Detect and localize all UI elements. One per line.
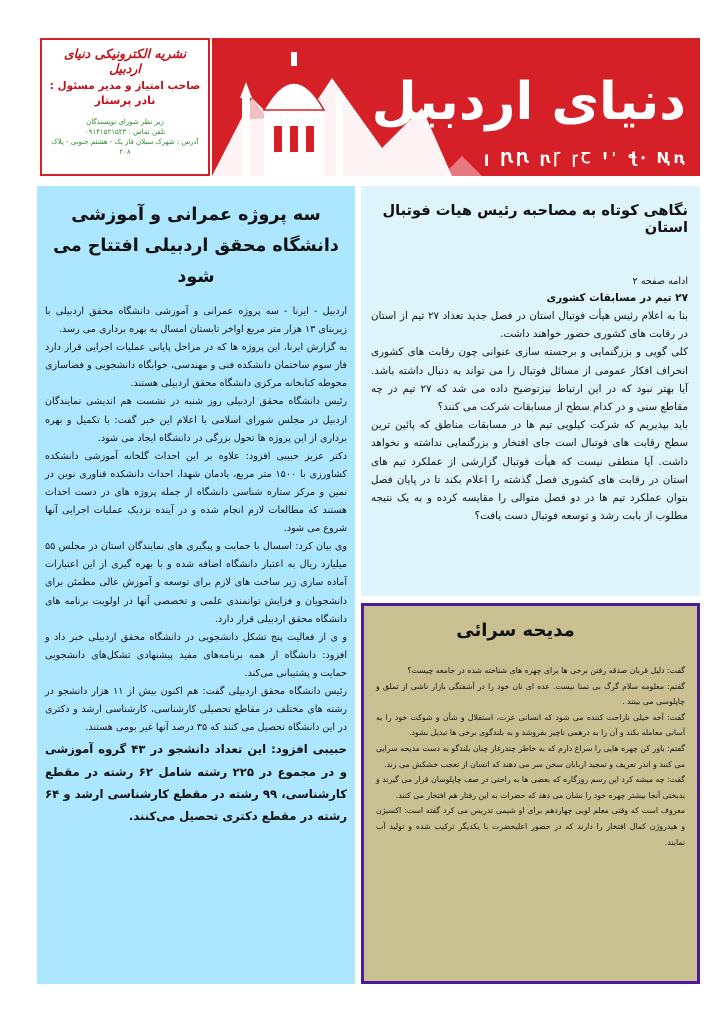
editorial-line: زیر نظر شورای نویسندگان	[86, 118, 164, 126]
university-article	[37, 186, 355, 984]
football-article	[361, 186, 700, 596]
dialogue-paragraph: گفت: دلیل قربان صدقه رفتن برخی ها برای چهره های شناخته شده در جامعه چیست؟	[407, 666, 685, 675]
article-paragraph: بنا به اعلام رئیس هیأت فوتبال استان در فصل جدید تعداد ۲۷ تیم از استان در رقابت های کشوری حضور خواهند داشت.	[371, 310, 688, 341]
banner-title: دنیای اردبیل	[371, 72, 686, 132]
article-paragraph: اردبیل - ایرنا - سه پروژه عمرانی و آموزشی دانشگاه محقق اردبیلی با زیربنای ۱۳ هزار متر مربع اواخر تابستان امسال به بهره برداری می رسد.	[45, 306, 347, 336]
satire-box-title: مدیحه سرائی	[456, 620, 575, 641]
article-paragraph: به گزارش ایرنا، این پروژه ها که در مراحل پایانی عملیات اجرایی قرار دارد فاز سوم ساختمان دانشکده فنی و مهندسی، خوابگاه دانشجویی و فضاسازی محوطه کتابخانه مرکزی دانشگاه محقق اردبیلی هستند.	[45, 342, 347, 390]
football-article-body	[371, 307, 688, 525]
university-article-body	[45, 303, 347, 828]
headline-line-2: دانشگاه محقق اردبیلی افتتاح می شود	[53, 236, 339, 287]
banner	[212, 38, 700, 176]
contact-info	[48, 117, 202, 157]
dialogue-paragraph: گفتم: معلومه سلام گرگ بی تمنا نیست. عده ای نان خود را در آشفتگی بازار ناشی از تملق و چاپلوسی می بینند .	[376, 681, 685, 707]
owner-name: نادر پرستار	[94, 94, 156, 107]
masthead-info-box	[40, 38, 210, 176]
article-closing-paragraph: حبیبی افزود: این تعداد دانشجو در ۴۳ گروه آموزشی و در مجموع در ۲۲۵ رشته شامل ۶۲ رشته در مقطع کارشناسی، ۹۹ رشته در مقطع کارشناسی ارشد و ۶۴ رشته در مقطع دکتری تحصیل می‌کنند.	[45, 742, 347, 824]
article-paragraph: کلی گویی و بزرگنمایی و برجسته سازی عنوانی چون رقابت های کشوری انحراف افکار عمومی از مسائل فوتبال را می تواند به دنبال داشته باشد. آیا بهتر نبود که در این ارتباط نیزتوضیح داده می شد که ۲۷ تیم در چه مقاطع سنی و در کدام سطح از مسابقات شرکت می کنند؟	[371, 346, 688, 414]
owner-label: صاحب امتیاز و مدیر مسئول :	[49, 80, 201, 92]
article-paragraph: رئیس دانشگاه محقق اردبیلی گفت: هم اکنون بیش از ۱۱ هزار دانشجو در رشته های مختلف در مقاطع تحصیلی کارشناسی، کارشناسی ارشد و دکتری در این دانشگاه تحصیل می کنند که ۳۵ درصد آنها غیر بومی هستند.	[45, 685, 347, 734]
university-article-headline	[45, 200, 347, 293]
dialogue-paragraph: معروف است که وقتی معلم لوبی چهاردهم برای او شیمی تدریس می کرد گفته است: اکسیژن و هیدروژن کمال افتخار را دارند که در حضور اعلیحضرت با یکدیگر ترکیب شده و تولید آب نمایند.	[376, 806, 685, 847]
article-paragraph: وی بیان کرد: اسسال با حمایت و پیگیری های نمایندگان استان در مجلس ۵۵ میلیارد ریال به اعتبار دانشگاه اضافه شده و با بهره گیری از این اعتبارات آماده سازی زیر ساخت های لازم برای توسعه و آموزش عالی مطمئن برای دانشجویان و فزایش توانمندی علمی و تخصصی آنها در اولویت برنامه های دانشگاه محقق اردبیلی قرار دارد.	[45, 541, 347, 625]
article-paragraph: دکتر عزیز حبیبی افزود: علاوه بر این احداث گلخانه آموزشی دانشکده کشاورزی با ۱۵۰۰ متر مربع، یادمان شهدا، احداث دانشکده فناوری نوین در نمین و مرکز ستاره شناسی دانشگاه از جمله پروژه های در دست احداث هستند که مطالعات لازم انجام شده و در آینده نزدیک عملیات اجرایی آنها شروع می شود.	[45, 450, 347, 535]
article-paragraph: و ی از فعالیت پنج تشکل دانشجویی در دانشگاه محقق اردبیلی خبر داد و افزود: دانشگاه از همه برنامه‌های مفید پیشنهادی تشکل‌های دانشجویی حمایت و پشتیبانی می‌کند.	[45, 631, 347, 679]
football-article-headline: نگاهی کوتاه به مصاحبه رئیس هیات فوتبال استان	[382, 202, 688, 236]
football-article-subhead: ۲۷ تیم در مسابقات کشوری	[546, 292, 688, 304]
publication-title: نشریه الکترونیکی دنیای اردبیل	[63, 46, 187, 76]
satire-box-body	[376, 663, 685, 850]
address-line: آدرس : شهرک سبلان فاز یک - هشتم جنوبی - پلاک ۲۰۸	[51, 138, 199, 156]
dialogue-paragraph: گفت: چه میشه کرد این رسم روزگاره که بعضی ها به راحتی در صف چاپلوسان قرار می گیرند و بدبختی آنجا بیشتر چهره خود را نشان می دهد که حضرات به این رفتار هم افتخار می کنند.	[376, 775, 685, 800]
article-paragraph: باید بپذیریم که شرکت کیلویی تیم ها در مسابقات مناطق که پائین ترین سطح رقابت های فوتبال است جای افتخار و بزرگنمایی نداشته و نخواهد داشت. آیا منطقی نیست که هیأت فوتبال گزارشی از عملکرد تیم های استان در رقابت های کشوری فصل گذشته را اعلام بکند تا در پایان فصل بتوان عملکرد تیم ها در دو فصل متوالی را مقایسه کرده و به یک نتیجه مطلوب از بابت رشد و توسعه فوتبال دست یافت؟	[371, 419, 688, 523]
dialogue-paragraph: گفتم: باور کن چهره هایی را سراغ دارم که به خاطر چندرغاز چنان بلندگو به دست مدیحه سرایی می کنند و اندر تعریف و تمجید اربابان سخن سر می دهند که انسان از تعجب خشکش می زند.	[376, 743, 685, 769]
phone-line: تلفن تماس : ۰۹۱۴۱۵۲۱۵۲۳	[84, 128, 166, 136]
continued-note: ادامه صفحه ۲	[632, 276, 688, 287]
satire-box	[361, 603, 700, 984]
dialogue-paragraph: گفت: آخه خیلی ناراحت کننده می شود که انسانی عزت، استقلال و شأن و شوکت خود را به آسانی معامله بکند و آن را به درهمی ناچیز بفروشد و به بلندگوی برخی ها تبدیل بشود.	[376, 712, 685, 738]
banner-decorative-strip: ꞁ ꞂꞂ ꞃꞄ ꞅꞆ Ꞌꞌ ꞎꞏ Ꞑꞑ	[483, 149, 688, 167]
headline-line-1: سه پروژه عمرانی و آموزشی	[71, 205, 321, 225]
article-paragraph: رئیس دانشگاه محقق اردبیلی روز شنبه در نشست هم اندیشی نمایندگان اردبیل در مجلس شورای اسلامی با اعلام این خبر گفت: با تکمیل و بهره برداری از این پروژه ها تحول بزرگی در دانشگاه ایجاد می شود.	[45, 396, 347, 444]
